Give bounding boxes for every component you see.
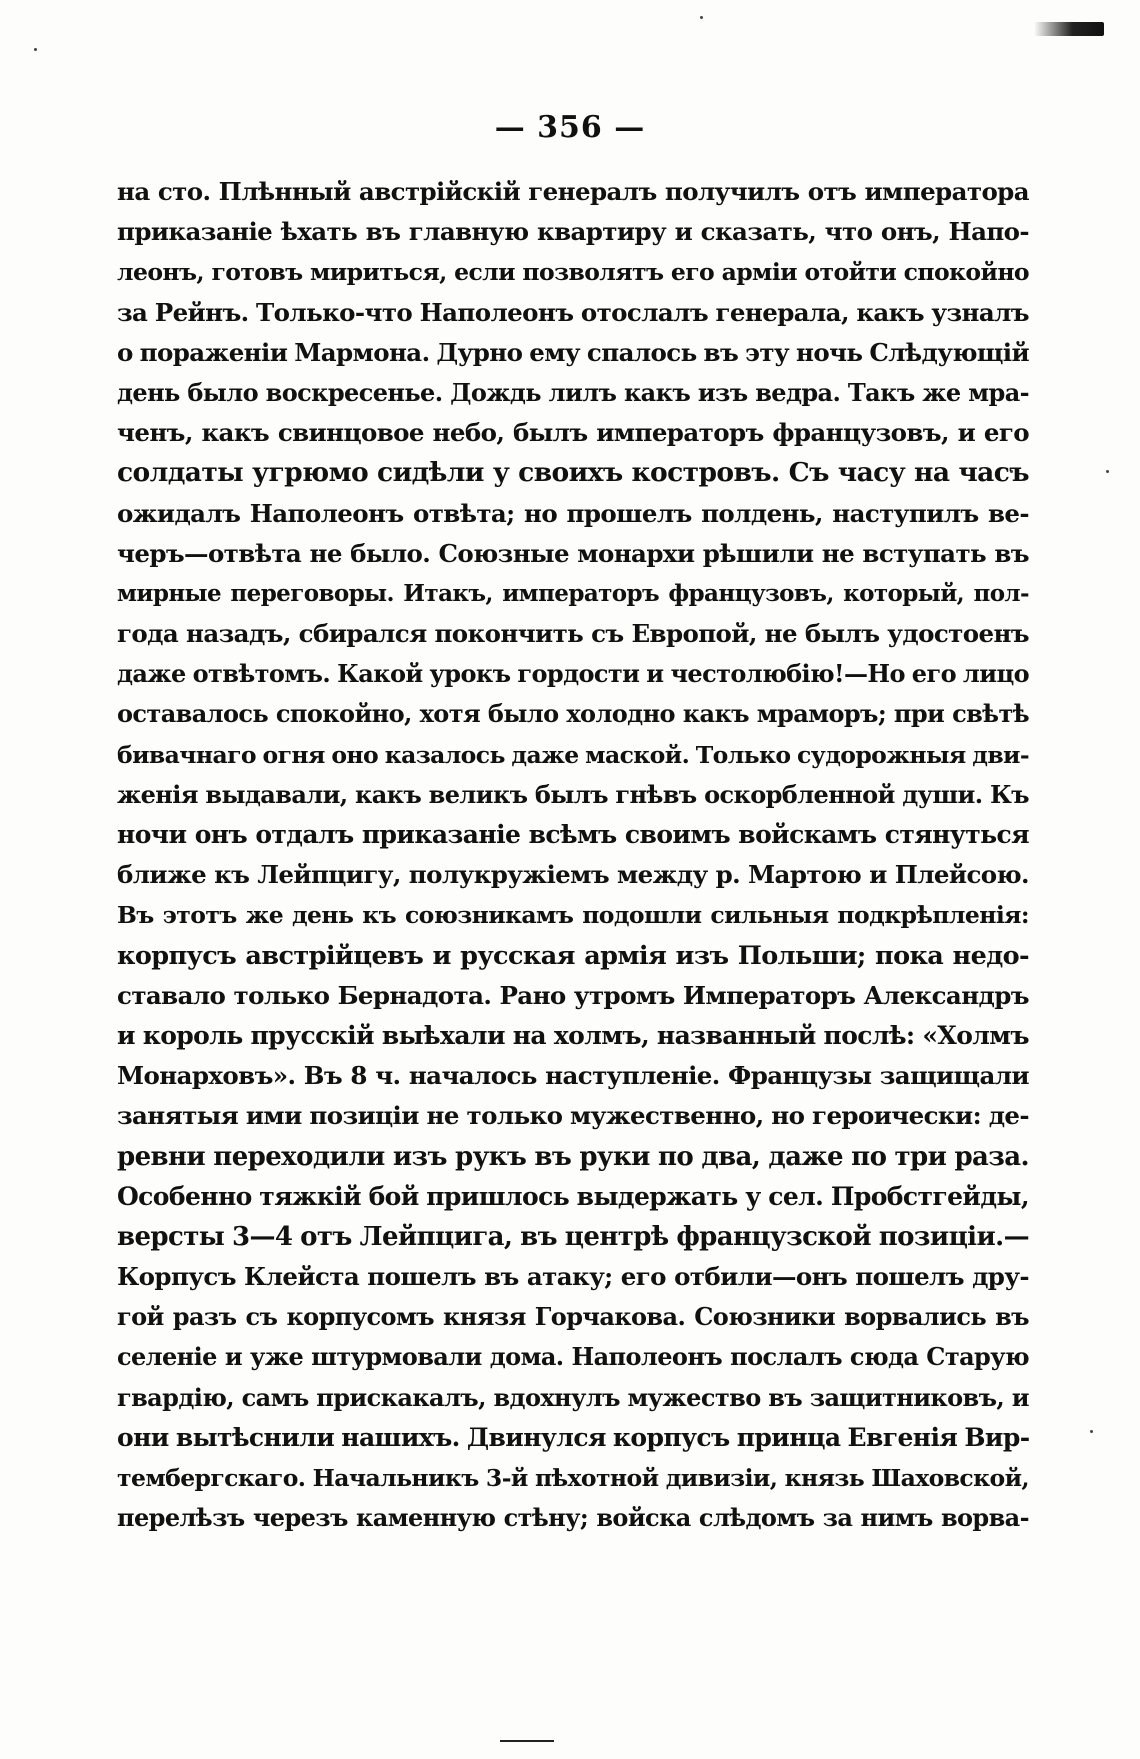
text-line: мирные переговоры. Итакъ, императоръ французовъ, который, пол- (117, 579, 1029, 607)
body-text (117, 172, 1029, 1538)
text-line: года назадъ, сбирался покончить съ Европой, не былъ удостоенъ (117, 619, 1029, 649)
scan-speck (700, 16, 703, 19)
scan-speck (34, 48, 37, 51)
text-line: за Рейнъ. Только-что Наполеонъ отослалъ генерала, какъ узналъ (117, 297, 1029, 327)
text-line: перелѣзъ черезъ каменную стѣну; войска слѣдомъ за нимъ ворва- (117, 1503, 1029, 1533)
text-line: селеніе и уже штурмовали дома. Наполеонъ послалъ сюда Старую (117, 1342, 1029, 1372)
text-line: о пораженіи Мармона. Дурно ему спалось въ эту ночь Слѣдующій (117, 337, 1029, 367)
text-line: Въ этотъ же день къ союзникамъ подошли сильныя подкрѣпленія: (117, 901, 1029, 930)
text-line: на сто. Плѣнный австрійскій генералъ получилъ отъ императора (117, 177, 1029, 206)
text-line: версты 3—4 отъ Лейпцига, въ центрѣ французской позиціи.— (117, 1221, 1029, 1252)
text-line: занятыя ими позиціи не только мужественно, но героически: де- (117, 1101, 1029, 1131)
text-line: Особенно тяжкій бой пришлось выдержать у сел. Пробстгейды, (117, 1181, 1029, 1211)
text-line: черъ—отвѣта не было. Союзные монархи рѣшили не вступать въ (117, 538, 1029, 568)
text-line: Корпусъ Клейста пошелъ въ атаку; его отбили—онъ пошелъ дру- (117, 1262, 1029, 1292)
text-line: ночи онъ отдалъ приказаніе всѣмъ своимъ войскамъ стянуться (117, 820, 1029, 849)
text-line: солдаты угрюмо сидѣли у своихъ костровъ. Съ часу на часъ (117, 457, 1029, 489)
text-line: ченъ, какъ свинцовое небо, былъ императоръ французовъ, и его (117, 418, 1029, 448)
text-line: приказаніе ѣхать въ главную квартиру и сказать, что онъ, Напо- (117, 217, 1029, 247)
text-line: женія выдавали, какъ великъ былъ гнѣвъ оскорбленной души. Къ (117, 779, 1029, 809)
scan-speck (1090, 1430, 1093, 1433)
text-line: бивачнаго огня оно казалось даже маской. Только судорожныя дви- (117, 740, 1029, 769)
text-line: ревни переходили изъ рукъ въ руки по два, даже по три раза. (117, 1141, 1029, 1172)
text-line: оставалось спокойно, хотя было холодно какъ мраморъ; при свѣтѣ (117, 699, 1029, 729)
bottom-rule (500, 1740, 554, 1742)
text-line: корпусъ австрійцевъ и русская армія изъ Польши; пока недо- (117, 940, 1029, 971)
text-line: ожидалъ Наполеонъ отвѣта; но прошелъ полдень, наступилъ ве- (117, 498, 1029, 528)
text-line: тембергскаго. Начальникъ 3-й пѣхотной дивизіи, князь Шаховской, (117, 1464, 1029, 1492)
text-line: Монарховъ». Въ 8 ч. началось наступленіе. Французы защищали (117, 1061, 1029, 1091)
text-line: ставало только Бернадота. Рано утромъ Императоръ Александръ (117, 980, 1029, 1010)
scan-speck (1106, 470, 1109, 473)
text-line: день было воскресенье. Дождь лилъ какъ изъ ведра. Такъ же мра- (117, 377, 1029, 407)
text-line: даже отвѣтомъ. Какой урокъ гордости и честолюбію!—Но его лицо (117, 659, 1029, 689)
page-number: — 356 — (494, 110, 646, 145)
text-line: леонъ, готовъ мириться, если позволятъ его арміи отойти спокойно (117, 258, 1029, 287)
text-line: и король прусскій выѣхали на холмъ, названный послѣ: «Холмъ (117, 1020, 1029, 1050)
scan-corner-mark (1034, 22, 1104, 36)
text-line: гой разъ съ корпусомъ князя Горчакова. Союзники ворвались въ (117, 1302, 1029, 1332)
text-line: они вытѣснили нашихъ. Двинулся корпусъ принца Евгенія Вир- (117, 1422, 1029, 1452)
text-line: ближе къ Лейпцигу, полукружіемъ между р. Мартою и Плейсою. (117, 860, 1029, 890)
text-line: гвардію, самъ прискакалъ, вдохнулъ мужество въ защитниковъ, и (117, 1382, 1029, 1412)
